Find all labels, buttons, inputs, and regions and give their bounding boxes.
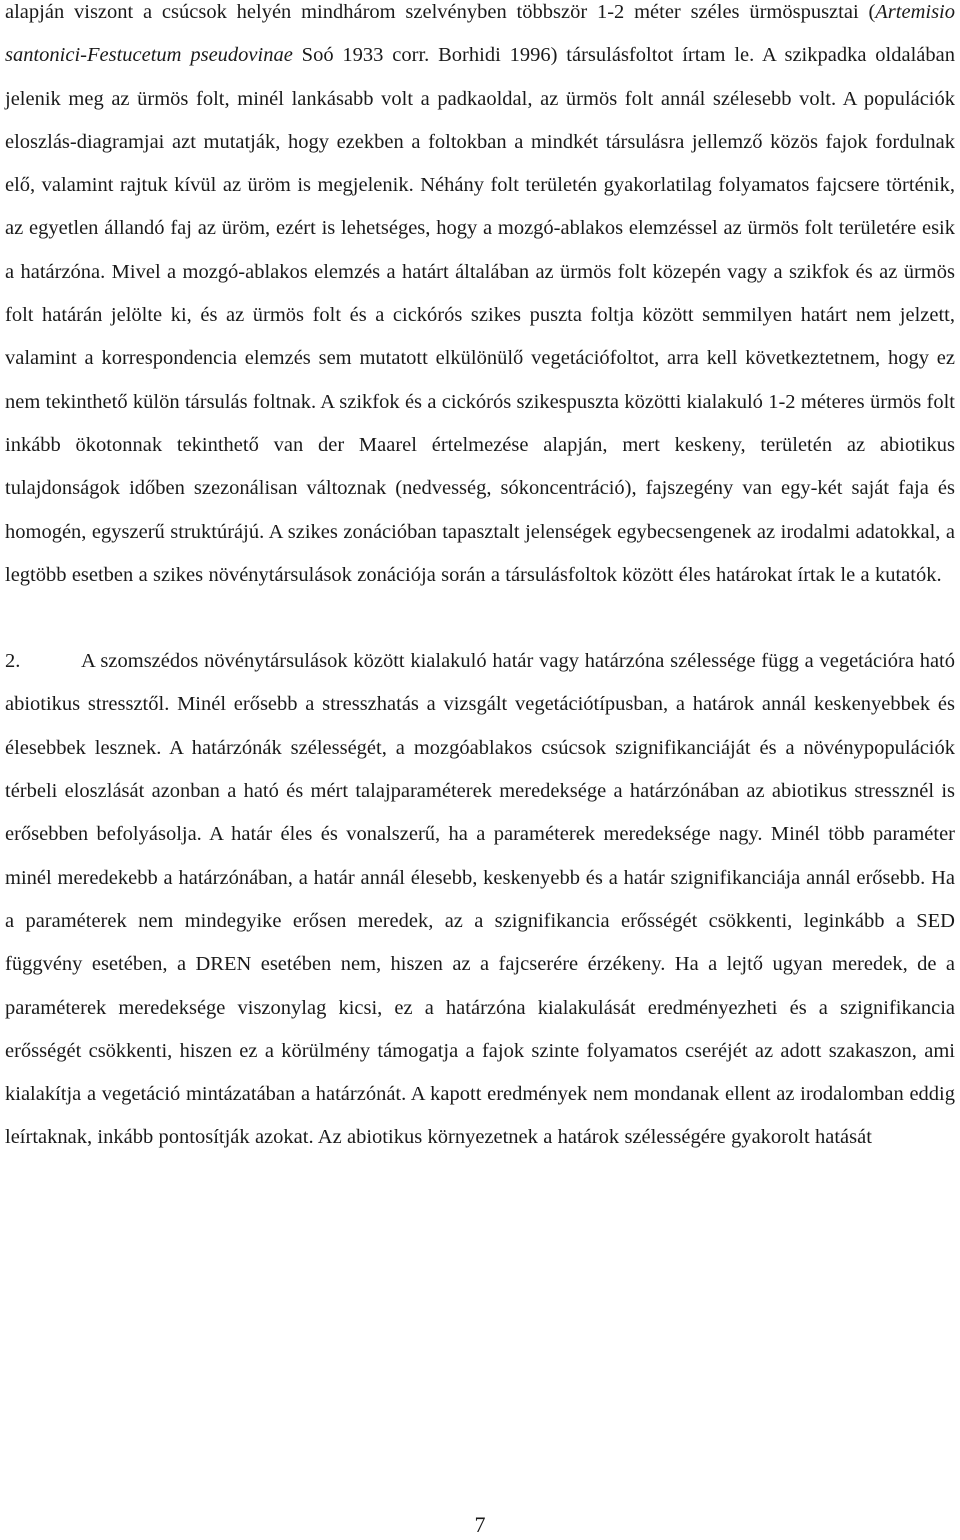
paragraph-1-species-name: Artemisio santonici-Festucetum pseudovinae	[5, 1, 955, 67]
paragraph-1-text-start: alapján viszont a csúcsok helyén mindhárom szelvényben többször 1-2 méter széles ürmöspusztai (	[5, 1, 876, 23]
item-number: 2.	[5, 650, 21, 673]
document-page	[5, 0, 955, 1160]
item-2-text: a vegetációra ható abiotikus stressztől. Minél erősebb a stresszhatás a vizsgált vegetációtípusban, a határok annál keskenyebbek és élesebbek lesznek. A határzónák szélességét, a mozgóablakos csúcsok szignifikanciáját és a növénypopulációk térbeli eloszlását azonban a ható és mért talajparaméterek meredeksége a határzónában az abiotikus stressznél is erősebben befolyásolja. A határ éles és vonalszerű, ha a paraméterek meredeksége nagy. Minél több paraméter minél meredekebb a határzónában, a határ annál élesebb, keskenyebb és a határ szignifikanciája annál erősebb. Ha a paraméterek nem mindegyike erősen meredek, az a szignifikancia erősségét csökkenti, leginkább a SED függvény esetében, a DREN esetében nem, hiszen az a fajcserére érzékeny. Ha a lejtő ugyan meredek, de a paraméterek meredeksége viszonylag kicsi, ez a határzóna kialakulását eredményezheti és a szignifikancia erősségét csökkenti, hiszen ez a körülmény támogatja a fajok szinte folyamatos cseréjét az adott szakaszon, ami kialakítja a vegetáció mintázatában a határzónát. A kapott eredmények nem mondanak ellent az irodalomban eddig leírtaknak, inkább pontosítják azokat. Az abiotikus környezetnek a határok szélességére gyakorolt hatását	[5, 650, 955, 1149]
numbered-item-2	[5, 640, 955, 1160]
paragraph-1	[5, 0, 955, 597]
item-2-first-line: A szomszédos növénytársulások között kialakuló határ vagy határzóna szélessége függ	[81, 650, 799, 673]
paragraph-1-text-rest: Soó 1933 corr. Borhidi 1996) társulásfoltot írtam le. A szikpadka oldalában jelenik meg az ürmös folt, minél lankásabb volt a padkaoldal, az ürmös folt annál szélesebb volt. A populációk eloszlás-diagramjai azt mutatják, hogy ezekben a foltokban a mindkét társulásra jellemző közös fajok fordulnak elő, valamint rajtuk kívül az üröm is megjelenik. Néhány folt területén gyakorlatilag folyamatos fajcsere történik, az egyetlen állandó faj az üröm, ezért is lehetséges, hogy a mozgó-ablakos elemzéssel az ürmös folt területére esik a határzóna. Mivel a mozgó-ablakos elemzés a határt általában az ürmös folt közepén vagy a szikfok és az ürmös folt határán jelölte ki, és az ürmös folt és a cickórós szikes puszta foltja között semmilyen határt nem jelzett, valamint a korrespondencia elemzés sem mutatott elkülönülő vegetációfoltot, arra kell következtetnem, hogy ez nem tekinthető külön társulás foltnak. A szikfok és a cickórós szikespuszta közötti kialakuló 1-2 méteres ürmös folt inkább ökotonnak tekinthető van der Maarel értelmezése alapján, mert keskeny, területén az abiotikus tulajdonságok időben szezonálisan változnak (nedvesség, sókoncentráció), fajszegény van egy-két saját faja és homogén, egyszerű struktúrájú. A szikes zonációban tapasztalt jelenségek egybecsengenek az irodalmi adatokkal, a legtöbb esetben a szikes növénytársulások zonációja során a társulásfoltok között éles határokat írtak le a kutatók.	[5, 44, 955, 586]
page-number: 7	[474, 1512, 486, 1537]
